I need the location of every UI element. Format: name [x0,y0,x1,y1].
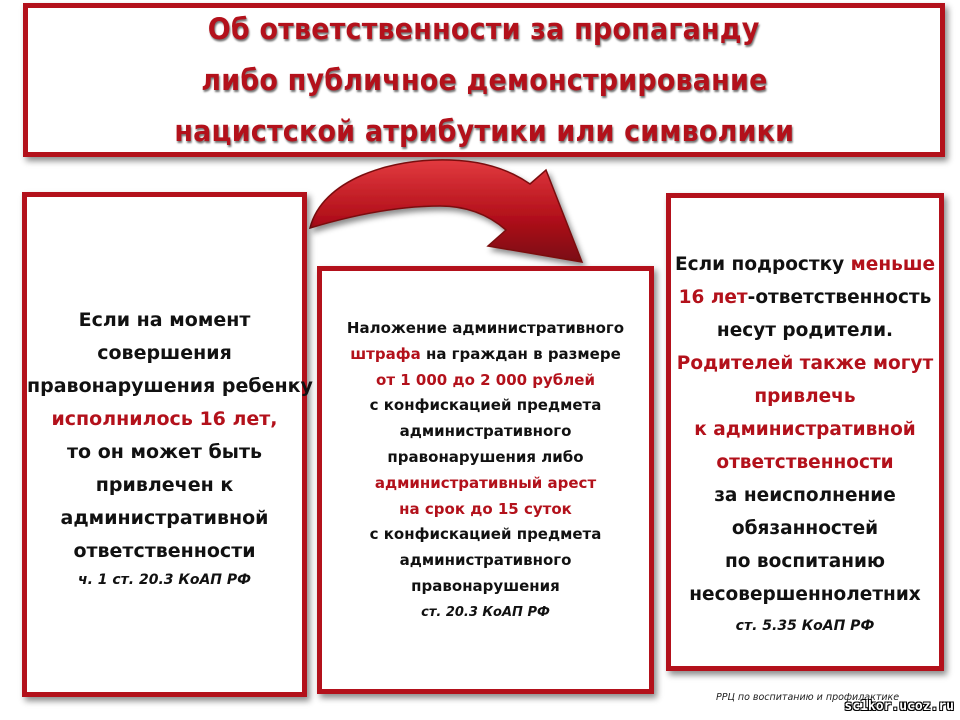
right-line: несовершеннолетних [689,584,921,605]
left-box-text [27,304,313,592]
right-highlight: меньше [850,254,936,275]
middle-line: правонарушения либо [387,447,584,466]
middle-line-highlight: на срок до 15 суток [399,499,572,518]
left-line: ответственности [73,540,256,562]
right-text-fragment: Если подростку [674,254,851,275]
right-line-mixed [671,248,939,281]
watermark: sc1kor.ucoz.ru [844,699,954,714]
title-line-2: либо публичное демонстрирование [200,62,768,97]
right-line-highlight: ответственности [716,452,894,473]
left-line: привлечен к [95,474,234,496]
right-box [666,193,944,671]
title-line-1: Об ответственности за пропаганду [208,11,760,46]
right-line-mixed [671,281,939,314]
right-line: несут родители. [716,320,894,341]
title-box [23,3,945,157]
right-line: по воспитанию [725,551,885,572]
left-citation: ч. 1 ст. 20.3 КоАП РФ [77,572,252,588]
middle-line-highlight: административный арест [374,473,597,492]
middle-box [317,266,654,694]
right-line: обязанностей [731,518,879,539]
left-line: административной [60,507,269,529]
left-box [22,192,313,697]
right-citation: ст. 5.35 КоАП РФ [735,618,875,634]
left-line: то он может быть [67,441,262,463]
left-line-highlight: исполнилось 16 лет, [51,408,278,430]
right-line-highlight: привлечь [754,386,856,407]
curved-down-arrow-icon [300,150,620,270]
middle-line-highlight: от 1 000 до 2 000 рублей [376,370,595,389]
middle-text-fragment: на граждан в размере [420,344,621,363]
right-text-fragment: -ответственность [747,287,932,308]
middle-highlight: штрафа [350,344,421,363]
right-box-text [671,248,939,641]
middle-line: с конфискацией предмета [369,396,602,415]
middle-line: Наложение административного [346,319,625,337]
right-highlight: 16 лет [678,287,748,308]
middle-line: с конфискацией предмета [369,525,602,544]
right-line-highlight: к административной [694,419,916,440]
footer-note: РРЦ по воспитанию и профилактике [716,692,900,703]
left-line: совершения [97,342,232,364]
left-line: правонарушения ребенку [27,375,313,397]
middle-line: правонарушения [411,576,560,595]
middle-line: административного [399,551,572,570]
middle-line: административного [399,422,572,441]
right-line: за неисполнение [714,485,896,506]
middle-box-text [322,316,649,626]
title-line-3: нацистской атрибутики или символики [174,113,794,148]
middle-line-mixed [322,342,649,368]
left-line: Если на момент [78,309,251,331]
middle-citation: ст. 20.3 КоАП РФ [421,604,550,620]
right-line-highlight: Родителей также могут [676,353,934,374]
